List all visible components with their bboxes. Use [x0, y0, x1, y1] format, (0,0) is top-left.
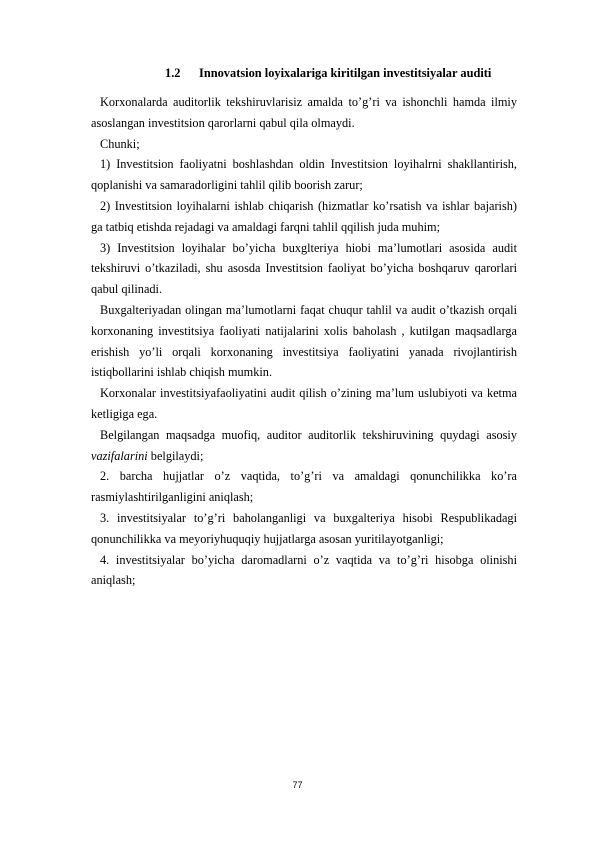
- page-number: 77: [292, 780, 303, 790]
- tasks-text-before: Belgilangan maqsadga muofiq, auditor auditorlik tekshiruvining quydagi asosiy: [100, 427, 517, 442]
- paragraph-intro: Korxonalarda auditorlik tekshiruvlarisiz amalda to’g’ri va ishonchli hamda ilmiy asoslangan investitsion qarorlarni qabul qila olmaydi.: [91, 95, 517, 130]
- list-item-3: 3) Investitsion loyihalar bo’yicha buxglteriya hiobi ma’lumotlari asosida audit tekshiruvi o’tkaziladi, shu asosda Investitsion faoliyat bo’yicha boshqaruv qarorlari qabul qilinadi.: [91, 240, 517, 297]
- document-page: [91, 64, 517, 591]
- paragraph-tasks: [91, 425, 517, 467]
- section-heading: [91, 64, 517, 82]
- list-item-2: 2) Investitsion loyihalarni ishlab chiqarish (hizmatlar ko’rsatish va ishlar bajarish) ga tatbiq etishda rejadagi va amaldagi farqni tahlil qqilish juda muhim;: [91, 198, 517, 234]
- list-item-1: 1) Investitsion faoliyatni boshlashdan oldin Investitsion loyihalrni shakllantirish, qoplanishi va samaradorligini tahlil qilib boorish zarur;: [91, 157, 517, 193]
- tasks-italic-term: vazifalarini: [91, 448, 148, 463]
- section-number: 1.2: [165, 66, 181, 80]
- task-item-3: 3. investitsiyalar to’g’ri baholanganligi va buxgalteriya hisobi Respublikadagi qonunchilikka va meyoriyhuquqiy hujjatlarga asosan yuritilayotganligi;: [91, 510, 517, 546]
- task-item-2: 2. barcha hujjatlar o’z vaqtida, to’g’ri va amaldagi qonunchilikka ko’ra rasmiylashtirilganligini aniqlash;: [91, 469, 517, 505]
- section-title: Innovatsion loyixalariga kiritilgan investitsiyalar auditi: [199, 66, 492, 80]
- paragraph-accounting: Buxgalteriyadan olingan ma’lumotlarni faqat chuqur tahlil va audit o’tkazish orqali korxonaning investitsiya faoliyati natijalarini xolis baholash , kutilgan maqsadlarga erishish yo’li orqali korxonaning investitsiya faoliyatini yanada rivojlantirish istiqbollarini ishlab chiqish mumkin.: [91, 302, 517, 380]
- paragraph-methodology: Korxonalar investitsiyafaoliyatini audit qilish o’zining ma’lum uslubiyoti va ketma ketligiga ega.: [91, 386, 517, 421]
- tasks-text-after: belgilaydi;: [147, 448, 204, 463]
- task-item-4: 4. investitsiyalar bo’yicha daromadlarni o’z vaqtida va to’g’ri hisobga olinishi aniqlash;: [91, 552, 517, 588]
- paragraph-reason: Chunki;: [100, 136, 140, 151]
